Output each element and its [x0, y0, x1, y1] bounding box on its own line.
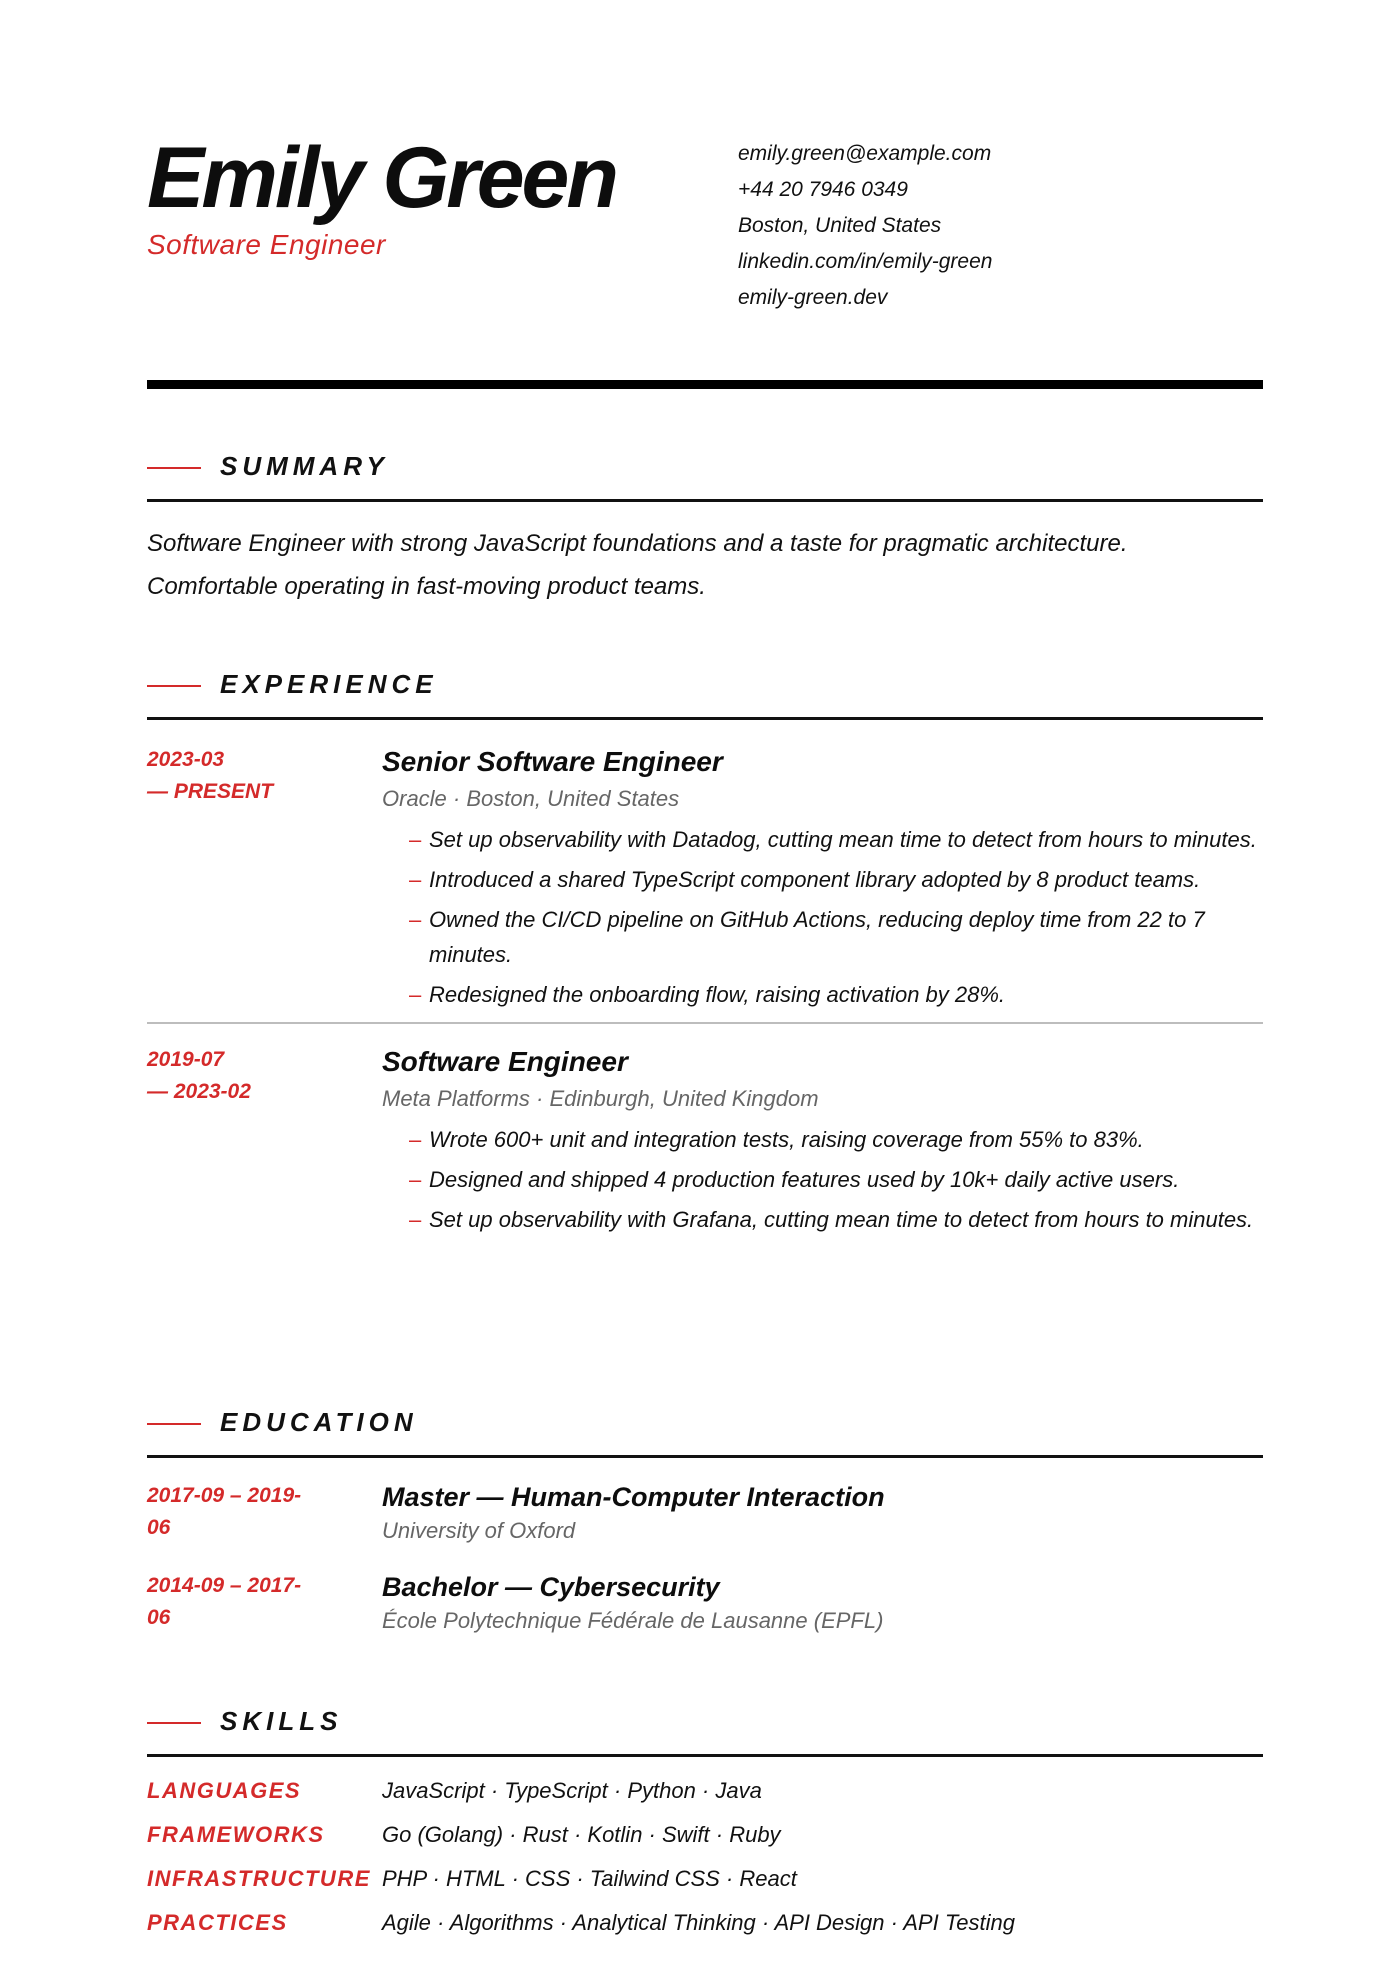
entry-dates	[147, 744, 347, 808]
contact-website[interactable]: emily-green.dev	[738, 286, 888, 309]
school: École Polytechnique Fédérale de Lausanne (EPFL)	[382, 1608, 884, 1633]
achievement-item: – Redesigned the onboarding flow, raising activation by 28%.	[429, 977, 1263, 1012]
achievement-item: – Set up observability with Grafana, cutting mean time to detect from hours to minutes.	[429, 1202, 1263, 1237]
achievement-item: – Owned the CI/CD pipeline on GitHub Actions, reducing deploy time from 22 to 7 minutes.	[429, 902, 1263, 972]
skill-row	[147, 1813, 1263, 1857]
achievement-item: – Designed and shipped 4 production features used by 10k+ daily active users.	[429, 1162, 1263, 1197]
entry-dates: 2017-09 – 2019- 06	[147, 1484, 302, 1539]
achievement-list	[382, 822, 1263, 1012]
job-title: Software Engineer	[382, 1046, 628, 1077]
summary-line: Software Engineer with strong JavaScript foundations and a taste for pragmatic architecture.	[147, 530, 1128, 557]
section-title: EXPERIENCE	[220, 669, 438, 699]
entry-dates: 2014-09 – 2017- 06	[147, 1574, 302, 1629]
header-divider	[147, 380, 1263, 389]
person-role: Software Engineer	[147, 229, 386, 260]
achievement-item: – Introduced a shared TypeScript component library adopted by 8 product teams.	[429, 862, 1263, 897]
experience-entry	[147, 744, 1263, 1012]
achievement-list	[382, 1122, 1263, 1237]
bullet-dash-icon: –	[409, 867, 422, 892]
entry-body	[382, 1570, 1263, 1638]
skill-row	[147, 1769, 1263, 1813]
job-meta: Oracle · Boston, United States	[382, 786, 680, 811]
bullet-dash-icon: –	[409, 1167, 422, 1192]
summary-line: Comfortable operating in fast-moving product teams.	[147, 573, 706, 600]
section-heading	[147, 437, 1263, 502]
contact-phone[interactable]: +44 20 7946 0349	[738, 178, 908, 201]
skills-section	[147, 1692, 1263, 1945]
achievement-item: – Wrote 600+ unit and integration tests, raising coverage from 55% to 83%.	[429, 1122, 1263, 1157]
section-accent-dash	[147, 1423, 201, 1425]
person-name: Emily Green	[147, 130, 616, 226]
bullet-dash-icon: –	[409, 907, 422, 932]
job-meta: Meta Platforms · Edinburgh, United Kingdom	[382, 1086, 819, 1111]
contact-list	[738, 136, 992, 316]
date-start: 2019-07	[147, 1048, 225, 1071]
section-heading	[147, 1692, 1263, 1757]
section-title: SUMMARY	[220, 451, 389, 481]
section-heading	[147, 655, 1263, 720]
summary-text	[147, 522, 1263, 608]
contact-linkedin[interactable]: linkedin.com/in/emily-green	[738, 250, 993, 273]
bullet-dash-icon: –	[409, 1127, 422, 1152]
skill-category: PRACTICES	[147, 1910, 288, 1935]
section-accent-dash	[147, 685, 201, 687]
date-end: — PRESENT	[147, 780, 274, 803]
bullet-dash-icon: –	[409, 982, 422, 1007]
degree: Master — Human-Computer Interaction	[382, 1482, 885, 1512]
bullet-dash-icon: –	[409, 827, 422, 852]
section-title: SKILLS	[220, 1706, 343, 1736]
education-entry	[147, 1480, 1263, 1548]
skill-category: LANGUAGES	[147, 1778, 302, 1803]
education-entry	[147, 1570, 1263, 1638]
section-title: EDUCATION	[220, 1407, 418, 1437]
skill-row	[147, 1901, 1263, 1945]
summary-section	[147, 437, 1263, 608]
degree: Bachelor — Cybersecurity	[382, 1572, 720, 1602]
skill-row	[147, 1857, 1263, 1901]
entry-body	[382, 1044, 1263, 1237]
contact-email[interactable]: emily.green@example.com	[738, 142, 992, 165]
contact-location: Boston, United States	[738, 214, 942, 237]
skill-items: JavaScript · TypeScript · Python · Java	[382, 1778, 762, 1803]
experience-section	[147, 655, 1263, 1242]
entry-divider	[147, 1022, 1263, 1024]
date-end: — 2023-02	[147, 1080, 251, 1103]
education-section	[147, 1393, 1263, 1660]
school: University of Oxford	[382, 1518, 576, 1543]
skill-category: FRAMEWORKS	[147, 1822, 325, 1847]
date-start: 2023-03	[147, 748, 225, 771]
resume-header	[147, 128, 1263, 398]
entry-body	[382, 744, 1263, 1012]
experience-entry	[147, 1044, 1263, 1237]
entry-body	[382, 1480, 1263, 1548]
entry-dates	[147, 1044, 347, 1108]
section-heading	[147, 1393, 1263, 1458]
skill-items: Agile · Algorithms · Analytical Thinking · API Design · API Testing	[382, 1910, 1015, 1935]
skill-items: Go (Golang) · Rust · Kotlin · Swift · Ruby	[382, 1822, 781, 1847]
section-accent-dash	[147, 1722, 201, 1724]
section-accent-dash	[147, 467, 201, 469]
job-title: Senior Software Engineer	[382, 746, 723, 777]
skill-category: INFRASTRUCTURE	[147, 1866, 371, 1891]
skill-items: PHP · HTML · CSS · Tailwind CSS · React	[382, 1866, 797, 1891]
bullet-dash-icon: –	[409, 1207, 422, 1232]
achievement-item: – Set up observability with Datadog, cutting mean time to detect from hours to minutes.	[429, 822, 1263, 857]
